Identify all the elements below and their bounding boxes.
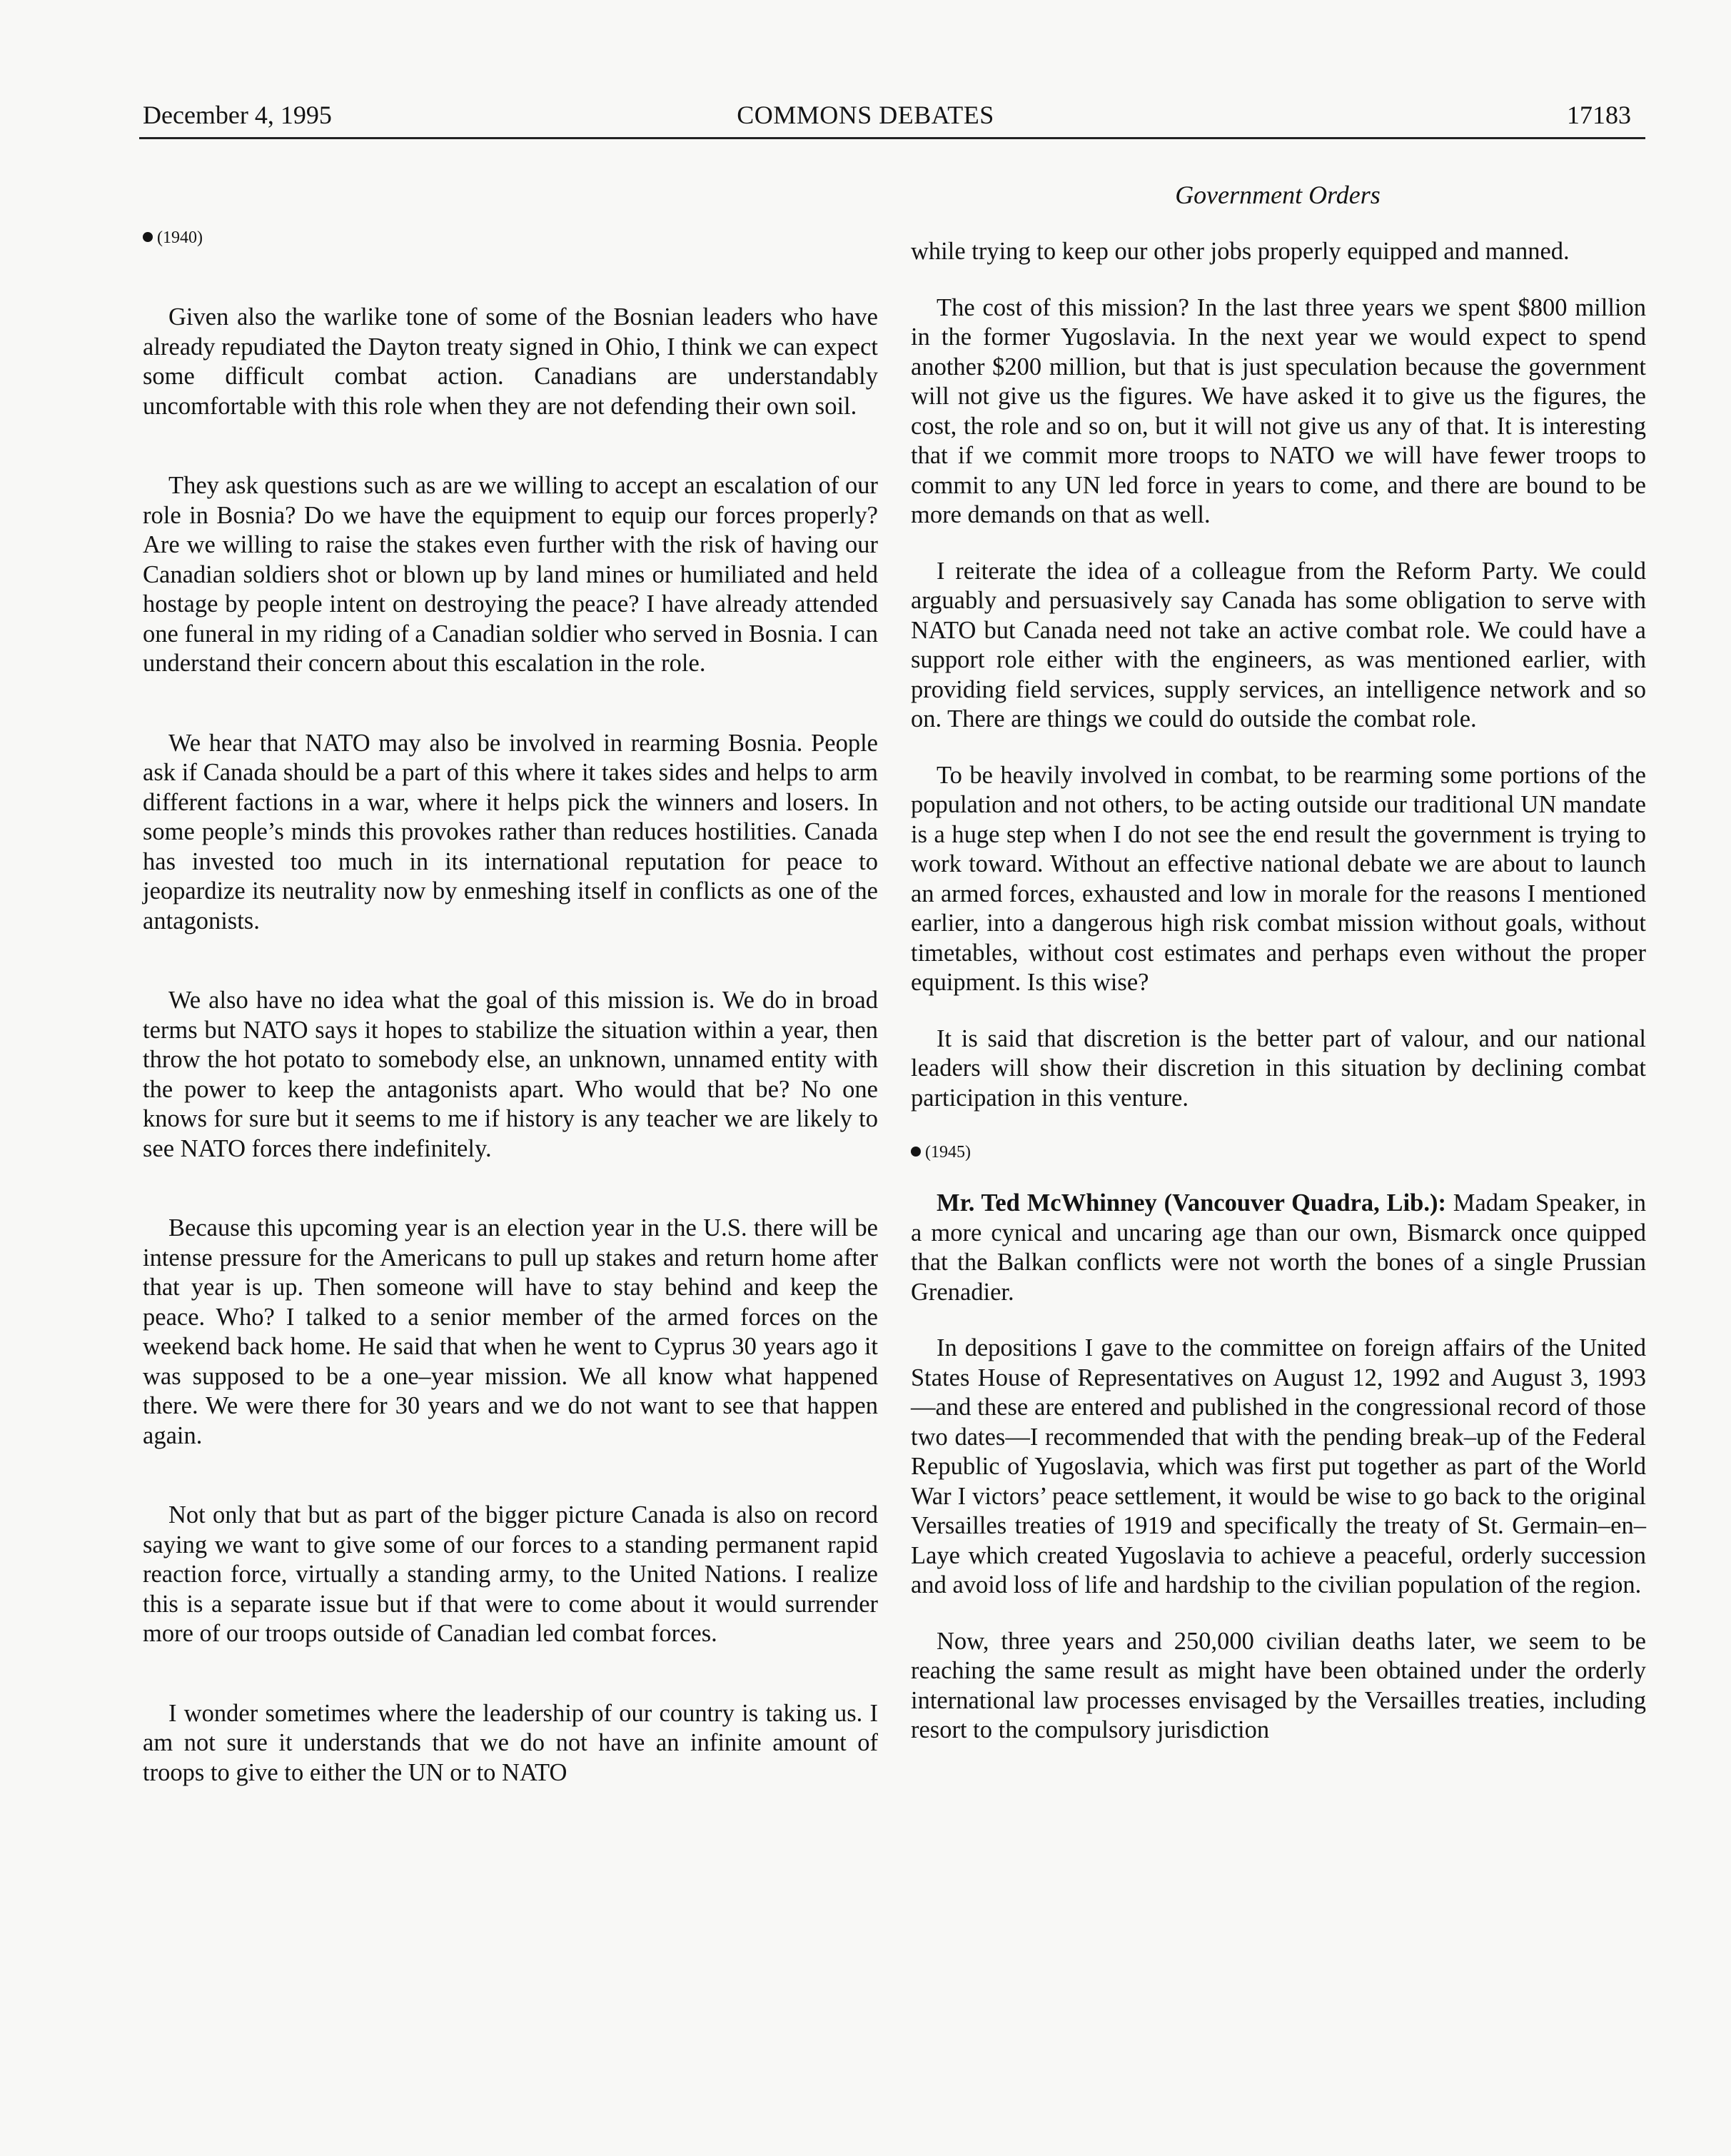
paragraph: The cost of this mission? In the last three years we spent $800 million in the former Yugoslavia. In the next year we would expect to spend another $200 million, but that is just speculation because the government will not give us the figures. We have asked it to give us the figures, the cost, the role and so on, but it will not give us any of that. It is interesting that if we commit more troops to NATO we will have fewer troops to commit to any UN led force in years to come, and there are bound to be more demands on that as well.	[911, 293, 1646, 528]
bullet-icon	[143, 232, 153, 242]
speaker-name: Mr. Ted McWhinney (Vancouver Quadra, Lib.):	[937, 1189, 1446, 1216]
speaker-text: Madam Speaker, in a more cynical and uncaring age than our own, Bismarck once quipped that the Balkan conflicts were not worth the bones of a single Prussian Grenadier.	[911, 1189, 1646, 1306]
paragraph: Given also the warlike tone of some of the Bosnian leaders who have already repudiated the Dayton treaty signed in Ohio, I think we can expect some difficult combat action. Canadians are understandably uncomfortable with this role when they are not defending their own soil.	[143, 303, 878, 420]
header-title: COMMONS DEBATES	[737, 101, 994, 129]
header-date: December 4, 1995	[143, 101, 332, 129]
timestamp-1945	[911, 1142, 1646, 1163]
right-column	[911, 237, 1646, 1746]
paragraph-continuation: while trying to keep our other jobs properly equipped and manned.	[911, 238, 1570, 265]
speaker-paragraph	[911, 1189, 1646, 1307]
paragraph: I wonder sometimes where the leadership of our country is taking us. I am not sure it understands that we do not have an infinite amount of troops to give to either the UN or to NATO	[143, 1699, 878, 1786]
paragraph: We hear that NATO may also be involved in rearming Bosnia. People ask if Canada should be a part of this where it takes sides and helps to arm different factions in a war, where it helps pick the winners and losers. In some people’s minds this provokes rather than reduces hostilities. Canada has invested too much in its international reputation for peace to jeopardize its neutrality now by enmeshing itself in conflicts as one of the antagonists.	[143, 729, 878, 935]
paragraph: We also have no idea what the goal of this mission is. We do in broad terms but NATO says it hopes to stabilize the situation within a year, then throw the hot potato to somebody else, an unknown, unnamed entity with the power to keep the antagonists apart. Who would that be? No one knows for sure but it seems to me if history is any teacher we are likely to see NATO forces there indefinitely.	[143, 987, 878, 1162]
left-column	[143, 227, 878, 1788]
section-label: Government Orders	[1175, 181, 1381, 209]
paragraph: I reiterate the idea of a colleague from the Reform Party. We could arguably and persuasively say Canada has some obligation to serve with NATO but Canada need not take an active combat role. We could have a support role either with the engineers, as was mentioned earlier, with providing field services, supply services, an intelligence network and so on. There are things we could do outside the combat role.	[911, 557, 1646, 732]
paragraph: Because this upcoming year is an election year in the U.S. there will be intense pressure for the Americans to pull up stakes and return home after that year is up. Then someone will have to stay behind and keep the peace. Who? I talked to a senior member of the armed forces on the weekend back home. He said that when he went to Cyprus 30 years ago it was supposed to be a one–year mission. We all know what happened there. We were there for 30 years and we do not want to see that happen again.	[143, 1214, 878, 1449]
paragraph: Not only that but as part of the bigger picture Canada is also on record saying we want to give some of our forces to a standing permanent rapid reaction force, virtually a standing army, to the United Nations. I realize this is a separate issue but if that were to come about it would surrender more of our troops outside of Canadian led combat forces.	[143, 1501, 878, 1647]
paragraph: Now, three years and 250,000 civilian deaths later, we seem to be reaching the same result as might have been obtained under the orderly international law processes envisaged by the Versailles treaties, including resort to the compulsory jurisdiction	[911, 1627, 1646, 1743]
bullet-icon	[911, 1147, 921, 1157]
paragraph: They ask questions such as are we willing to accept an escalation of our role in Bosnia? Do we have the equipment to equip our forces properly? Are we willing to raise the stakes even further with the risk of having our Canadian soldiers shot or blown up by land mines or humiliated and held hostage by people intent on destroying the peace? I have already attended one funeral in my riding of a Canadian soldier who served in Bosnia. I can understand their concern about this escalation in the role.	[143, 472, 878, 677]
timestamp-text: (1945)	[925, 1143, 971, 1162]
timestamp-1940	[143, 227, 878, 248]
paragraph: It is said that discretion is the better part of valour, and our national leaders will show their discretion in this situation by declining combat participation in this venture.	[911, 1024, 1646, 1112]
timestamp-text: (1940)	[157, 228, 203, 247]
paragraph: To be heavily involved in combat, to be rearming some portions of the population and not others, to be acting outside our traditional UN mandate is a huge step when I do not see the end result the government is trying to work toward. Without an effective national debate we are about to launch an armed forces, exhausted and low in morale for the reasons I mentioned earlier, into a dangerous high risk combat mission without goals, without timetables, without cost estimates and perhaps even without the proper equipment. Is this wise?	[911, 761, 1646, 996]
header-page-number: 17183	[1567, 101, 1631, 129]
header-rule	[139, 137, 1645, 139]
paragraph: In depositions I gave to the committee on foreign affairs of the United States House of Representatives on August 12, 1992 and August 3, 1993—and these are entered and published in the congressional record of those two dates—I recommended that with the pending break–up of the Federal Republic of Yugoslavia, which was first put together as part of the World War I victors’ peace settlement, it would be wise to go back to the original Versailles treaties of 1919 and specifically the treaty of St. Germain–en–Laye which created Yugoslavia to achieve a peaceful, orderly succession and avoid loss of life and hardship to the civilian population of the region.	[911, 1334, 1646, 1598]
